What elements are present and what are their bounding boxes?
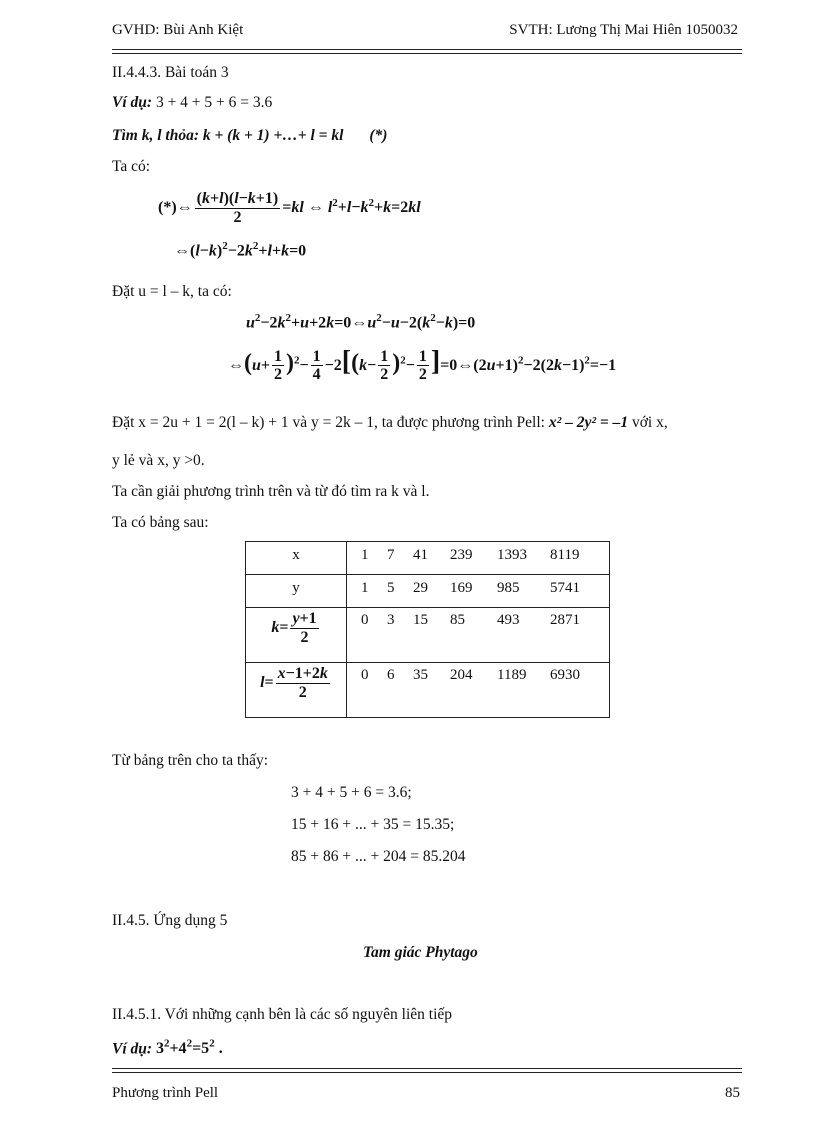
table-cell: 5	[387, 580, 395, 596]
equation-4: ⇔(u+ $\frac{1}{2}$ )$^2$− $\frac{1}{4}$ −2[(k− $\frac{1}{2}$ )$^2$− $\frac{1}{2}$ ]$=0\Leftrightarrow(2u+1)^2-2(2k-1)^2=-1$	[228, 346, 617, 384]
table-row-k	[246, 608, 610, 663]
problem-line	[112, 127, 387, 145]
row-label-k	[246, 608, 347, 663]
equation-2: $\Leftrightarrow(l-k)^2-2k^2+l+k=0$	[174, 240, 307, 260]
table-cell: 204	[450, 667, 473, 683]
k-formula: k= $\frac{y+1}{2}$	[271, 610, 317, 646]
conclusion-intro: Từ bảng trên cho ta thấy:	[112, 752, 269, 769]
table-cell: 1189	[497, 667, 527, 683]
table-cell: 35	[413, 667, 428, 683]
result-line: 85 + 86 + ... + 204 = 85.204	[291, 848, 466, 865]
header-right: SVTH: Lương Thị Mai Hiên 1050032	[509, 22, 738, 38]
table-row-l	[246, 663, 610, 718]
equation-3: $u^2-2k^2+u+2k=0\Leftrightarrow u^2-u-2(k^2-k)=0$	[246, 312, 476, 332]
table-row-y	[246, 575, 610, 608]
table-cell: 239	[450, 547, 473, 563]
table-intro: Ta có bảng sau:	[112, 514, 209, 531]
header-rule-bottom	[112, 53, 742, 54]
table-cell: 6930	[550, 667, 580, 683]
values-table	[245, 541, 610, 718]
table-cell: 1393	[497, 547, 527, 563]
section-title: II.4.4.3. Bài toán 3	[112, 64, 229, 81]
dat-x-line	[112, 414, 668, 432]
dat-x-before: Đặt x = 2u + 1 = 2(l – k) + 1 và y = 2k – 1, ta được phương trình Pell:	[112, 414, 545, 431]
header-left: GVHD: Bùi Anh Kiệt	[112, 22, 244, 38]
solve-line: Ta cần giải phương trình trên và từ đó tìm ra k và l.	[112, 483, 430, 500]
centered-title: Tam giác Phytago	[363, 944, 478, 961]
example-text: 3 + 4 + 5 + 6 = 3.6	[155, 94, 273, 111]
table-cell: 0	[361, 612, 369, 628]
example-2-line	[112, 1038, 223, 1058]
table-cell: 2871	[550, 612, 580, 628]
table-cell: 1	[361, 580, 369, 596]
footer-rule-top	[112, 1068, 742, 1069]
row-values-k	[347, 608, 610, 663]
table-cell: 15	[413, 612, 428, 628]
table-cell: 493	[497, 612, 520, 628]
section-2-title: II.4.5. Ứng dụng 5	[112, 912, 228, 929]
table-cell: 41	[413, 547, 428, 563]
dat-x-after: với x,	[631, 414, 668, 431]
table-cell: 8119	[550, 547, 580, 563]
ta-co-text: Ta có:	[112, 158, 151, 175]
result-line: 3 + 4 + 5 + 6 = 3.6;	[291, 784, 412, 801]
problem-label: Tìm k, l thỏa: k + (k + 1) +…+ l = kl	[112, 127, 344, 144]
footer-rule-bottom	[112, 1072, 742, 1073]
dat-x-line-2: y lẻ và x, y >0.	[112, 452, 205, 469]
table-cell: 169	[450, 580, 473, 596]
table-cell: 0	[361, 667, 369, 683]
footer-left: Phương trình Pell	[112, 1085, 219, 1101]
subsection-title: II.4.5.1. Với những cạnh bên là các số nguyên liên tiếp	[112, 1006, 453, 1023]
table-cell: 7	[387, 547, 395, 563]
example-line	[112, 94, 272, 112]
row-label-l	[246, 663, 347, 718]
row-label-y: y	[246, 575, 347, 608]
row-values-y	[347, 575, 610, 608]
header-rule-top	[112, 49, 742, 50]
example-2-equation: $3^2+4^2=5^2$ .	[155, 1038, 223, 1058]
table-cell: 6	[387, 667, 395, 683]
table-cell: 985	[497, 580, 520, 596]
row-values-x	[347, 542, 610, 575]
result-line: 15 + 16 + ... + 35 = 15.35;	[291, 816, 455, 833]
l-formula: l= $\frac{x-1+2k}{2}$	[260, 665, 328, 701]
table-cell: 85	[450, 612, 465, 628]
table-cell: 5741	[550, 580, 580, 596]
page-number: 85	[725, 1085, 740, 1101]
table-cell: 29	[413, 580, 428, 596]
equation-1: (*)⇔ $\frac{(k+l)(l-k+1)}{2}$ =kl ⇔ $l^2+l-k^2+k=2kl$	[158, 190, 421, 226]
table-row-x	[246, 542, 610, 575]
row-label-x: x	[246, 542, 347, 575]
problem-tag: (*)	[369, 127, 388, 144]
example-label: Ví dụ:	[112, 94, 153, 111]
table-cell: 1	[361, 547, 369, 563]
row-values-l	[347, 663, 610, 718]
pell-equation: x² – 2y² = –1	[548, 414, 629, 431]
table-cell: 3	[387, 612, 395, 628]
example-2-label: Ví dụ:	[112, 1040, 153, 1058]
dat-u-text: Đặt u = l – k, ta có:	[112, 283, 232, 300]
